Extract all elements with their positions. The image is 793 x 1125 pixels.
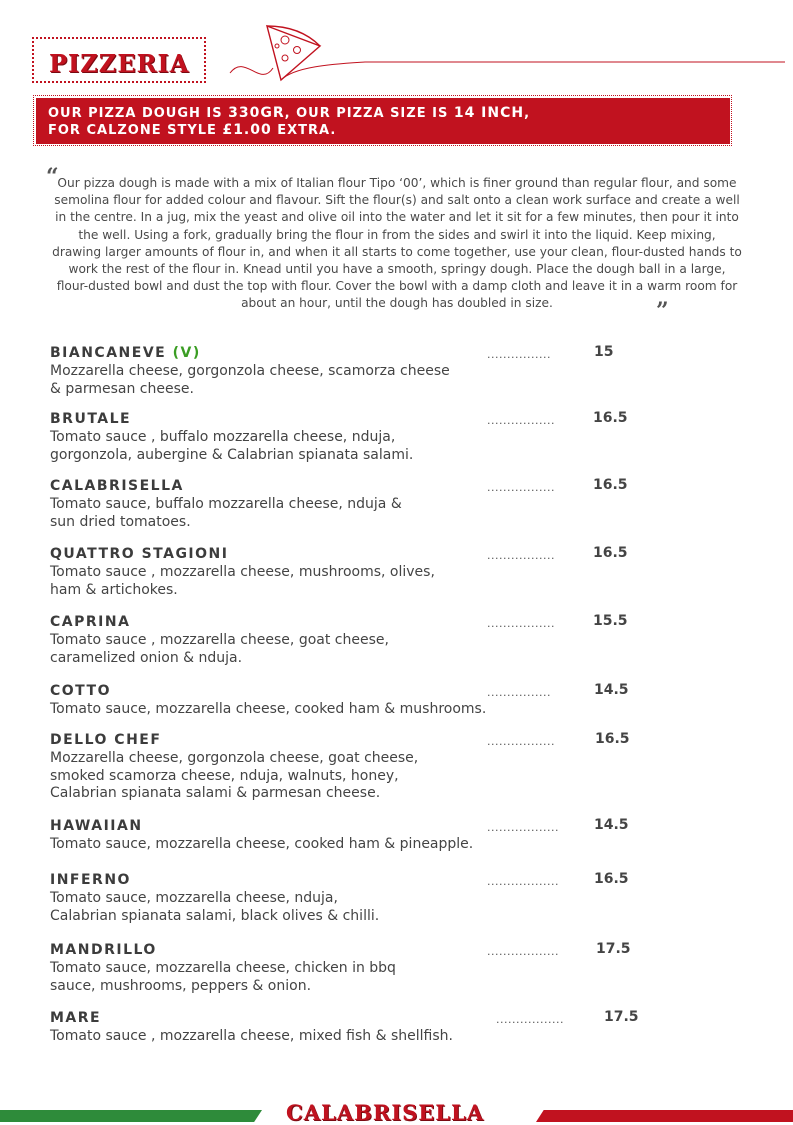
footer-red-stripe: [536, 1110, 793, 1122]
banner-line-1: [48, 105, 530, 121]
item-name: CALABRISELLA: [50, 478, 184, 494]
item-price: 16.5: [595, 731, 630, 747]
item-name: DELLO CHEF: [50, 732, 162, 748]
item-price: 16.5: [593, 545, 628, 561]
open-quote-icon: “: [46, 164, 59, 190]
item-name: HAWAIIAN: [50, 818, 143, 834]
item-description: Tomato sauce, mozzarella cheese, chicken in bbq sauce, mushrooms, peppers & onion.: [50, 960, 396, 994]
leader-dots: .................: [487, 414, 555, 427]
item-price: 17.5: [604, 1009, 639, 1025]
leader-dots: .................: [496, 1013, 564, 1026]
banner-text: , OUR PIZZA SIZE IS: [284, 106, 454, 121]
item-price: 16.5: [593, 410, 628, 426]
leader-dots: ..................: [487, 945, 559, 958]
item-description: Tomato sauce , buffalo mozzarella cheese, nduja, gorgonzola, aubergine & Calabrian spianata salami.: [50, 429, 414, 463]
leader-dots: .................: [487, 549, 555, 562]
item-description: Tomato sauce, mozzarella cheese, cooked ham & mushrooms.: [50, 701, 487, 717]
dough-weight: 330GR: [228, 105, 285, 121]
item-description: Tomato sauce , mozzarella cheese, mixed fish & shellfish.: [50, 1028, 453, 1044]
item-description: Tomato sauce , mozzarella cheese, mushrooms, olives, ham & artichokes.: [50, 564, 435, 598]
item-description: Mozzarella cheese, gorgonzola cheese, scamorza cheese & parmesan cheese.: [50, 363, 450, 397]
item-name: MANDRILLO: [50, 942, 157, 958]
footer-green-stripe: [0, 1110, 262, 1122]
item-name: BRUTALE: [50, 411, 132, 427]
item-description: Tomato sauce, buffalo mozzarella cheese, nduja & sun dried tomatoes.: [50, 496, 402, 530]
pizza-slice-icon: [225, 18, 785, 88]
leader-dots: .................: [487, 735, 555, 748]
item-description: Mozzarella cheese, gorgonzola cheese, goat cheese, smoked scamorza cheese, nduja, walnuts, honey, Calabrian spianata salami & parmesan cheese.: [50, 750, 419, 801]
item-price: 14.5: [594, 682, 629, 698]
intro-paragraph: Our pizza dough is made with a mix of Italian flour Tipo ‘00’, which is finer ground than regular flour, and some semolina flour for added colour and flavour. Sift the flour(s) and salt onto a clean work surface and create a well in the centre. In a jug, mix the yeast and olive oil into the water and let it sit for a few minutes, then pour it into the well. Using a fork, gradually bring the flour in from the sides and swirl it into the liquid. Keep mixing, drawing larger amounts of flour in, and when it all starts to come together, use your clean, flour-dusted hands to work the rest of the flour in. Knead until you have a smooth, springy dough. Place the dough ball in a large, flour-dusted bowl and dust the top with flour. Cover the bowl with a damp cloth and leave it in a warm room for about an hour, until the dough has doubled in size.: [52, 176, 742, 311]
pizza-size: 14 INCH: [453, 105, 525, 121]
item-name: MARE: [50, 1010, 102, 1026]
banner-text: FOR CALZONE STYLE: [48, 123, 223, 138]
item-price: 17.5: [596, 941, 631, 957]
item-price: 16.5: [594, 871, 629, 887]
leader-dots: ..................: [487, 821, 559, 834]
leader-dots: ..................: [487, 875, 559, 888]
footer-title: CALABRISELLA: [286, 1100, 485, 1125]
banner-text: ,: [524, 106, 531, 121]
item-description: Tomato sauce , mozzarella cheese, goat cheese, caramelized onion & nduja.: [50, 632, 389, 666]
banner-text: OUR PIZZA DOUGH IS: [48, 106, 229, 121]
banner-line-2: [48, 122, 336, 138]
leader-dots: .................: [487, 481, 555, 494]
item-price: 15.5: [593, 613, 628, 629]
item-price: 15: [594, 344, 614, 360]
banner-text: EXTRA.: [271, 123, 337, 138]
item-name: COTTO: [50, 683, 111, 699]
item-name: QUATTRO STAGIONI: [50, 546, 229, 562]
item-name: INFERNO: [50, 872, 131, 888]
item-price: 14.5: [594, 817, 629, 833]
item-description: Tomato sauce, mozzarella cheese, cooked ham & pineapple.: [50, 836, 474, 852]
close-quote-icon: ”: [656, 298, 669, 324]
item-description: Tomato sauce, mozzarella cheese, nduja, Calabrian spianata salami, black olives & chilli.: [50, 890, 380, 924]
item-name: CAPRINA: [50, 614, 131, 630]
item-price: 16.5: [593, 477, 628, 493]
leader-dots: .................: [487, 617, 555, 630]
item-name-text: BIANCANEVE: [50, 345, 173, 361]
leader-dots: ................: [487, 686, 551, 699]
vegetarian-badge: (V): [172, 345, 201, 361]
calzone-price: £1.00: [222, 122, 272, 138]
leader-dots: ................: [487, 348, 551, 361]
page-title: PIZZERIA: [49, 49, 190, 78]
